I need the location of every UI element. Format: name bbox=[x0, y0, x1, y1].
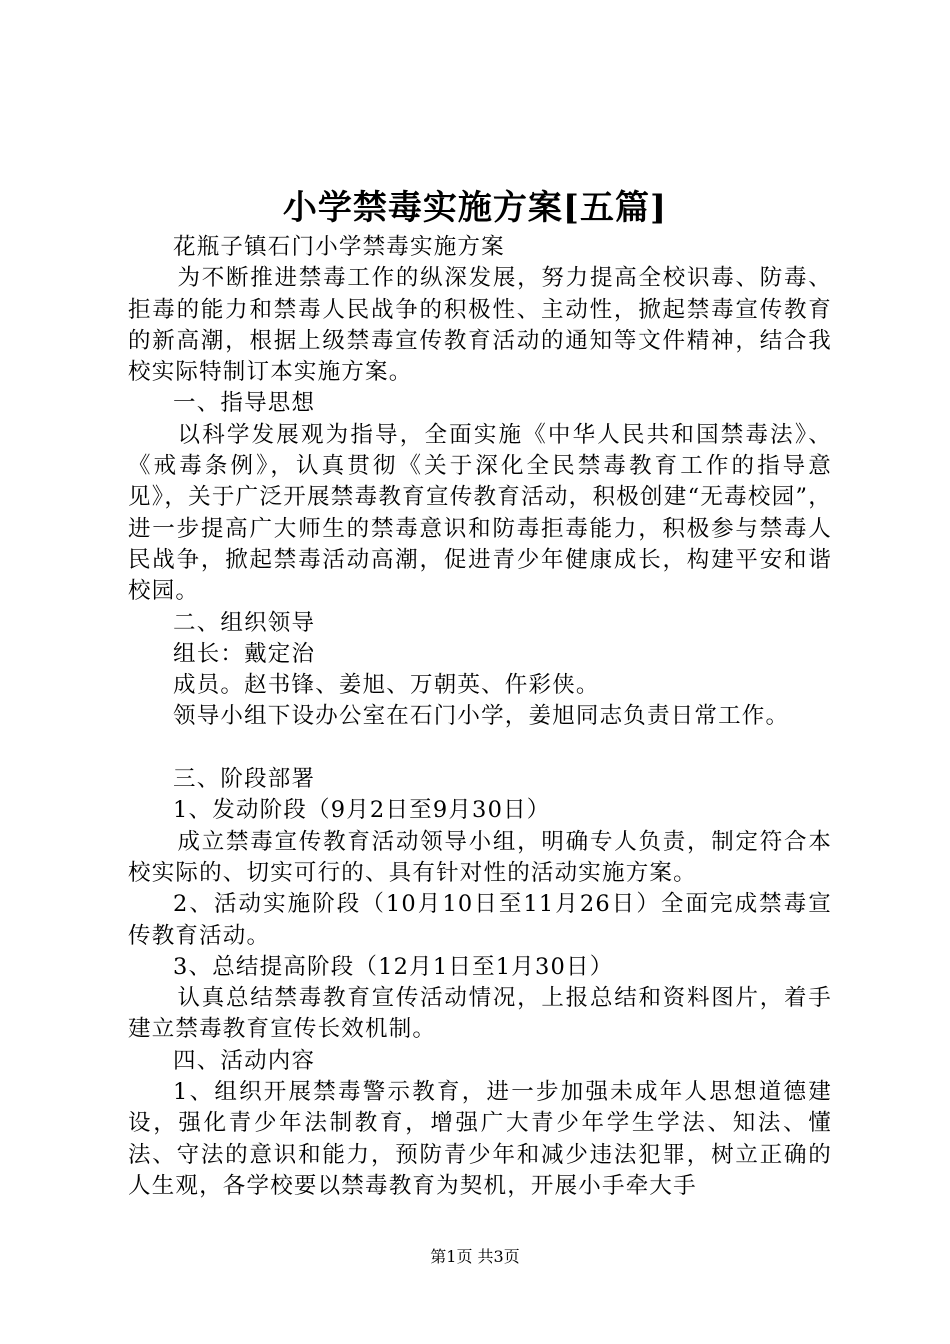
paragraph-members: 成员。赵书锋、姜旭、万朝英、仵彩侠。 bbox=[173, 672, 600, 699]
section-heading-guiding-thought: 一、指导思想 bbox=[173, 390, 316, 417]
section-heading-stages: 三、阶段部署 bbox=[173, 766, 316, 793]
paragraph-school-plan-heading: 花瓶子镇石门小学禁毒实施方案 bbox=[173, 234, 505, 260]
paragraph-stage-1-detail: 成立禁毒宣传教育活动领导小组，明确专人负责，制定符合本校实际的、切实可行的、具有针对性的活动实施方案。 bbox=[128, 828, 832, 886]
paragraph-stage-2: 2、活动实施阶段（10月10日至11月26日）全面完成禁毒宣传教育活动。 bbox=[128, 891, 832, 949]
paragraph-stage-1: 1、发动阶段（9月2日至9月30日） bbox=[173, 797, 551, 824]
document-body bbox=[128, 232, 832, 1202]
paragraph-group-leader: 组长：戴定治 bbox=[173, 640, 316, 667]
paragraph-office: 领导小组下设办公室在石门小学，姜旭同志负责日常工作。 bbox=[173, 703, 790, 730]
paragraph-guiding-thought: 以科学发展观为指导，全面实施《中华人民共和国禁毒法》、《戒毒条例》，认真贯彻《关于深化全民禁毒教育工作的指导意见》，关于广泛开展禁毒教育宣传教育活动，积极创建“无毒校园”，进一步提高广大师生的禁毒意识和防毒拒毒能力，积极参与禁毒人民战争，掀起禁毒活动高潮，促进青少年健康成长，构建平安和谐校园。 bbox=[128, 421, 832, 605]
section-heading-activities: 四、活动内容 bbox=[173, 1047, 316, 1074]
paragraph-stage-3-detail: 认真总结禁毒教育宣传活动情况，上报总结和资料图片，着手建立禁毒教育宣传长效机制。 bbox=[128, 985, 832, 1043]
paragraph-stage-3: 3、总结提高阶段（12月1日至1月30日） bbox=[173, 953, 614, 980]
paragraph-activity-1: 1、组织开展禁毒警示教育，进一步加强未成年人思想道德建设，强化青少年法制教育，增强广大青少年学生学法、知法、懂法、守法的意识和能力，预防青少年和减少违法犯罪，树立正确的人生观，各学校要以禁毒教育为契机，开展小手牵大手 bbox=[128, 1079, 832, 1199]
blank-line bbox=[128, 733, 832, 764]
section-heading-organization: 二、组织领导 bbox=[173, 609, 316, 636]
paragraph-introduction: 为不断推进禁毒工作的纵深发展，努力提高全校识毒、防毒、拒毒的能力和禁毒人民战争的积极性、主动性，掀起禁毒宣传教育的新高潮，根据上级禁毒宣传教育活动的通知等文件精神，结合我校实际特制订本实施方案。 bbox=[128, 265, 832, 386]
document-title: 小学禁毒实施方案[五篇] bbox=[282, 188, 668, 228]
page-footer: 第1页 共3页 bbox=[430, 1247, 520, 1266]
